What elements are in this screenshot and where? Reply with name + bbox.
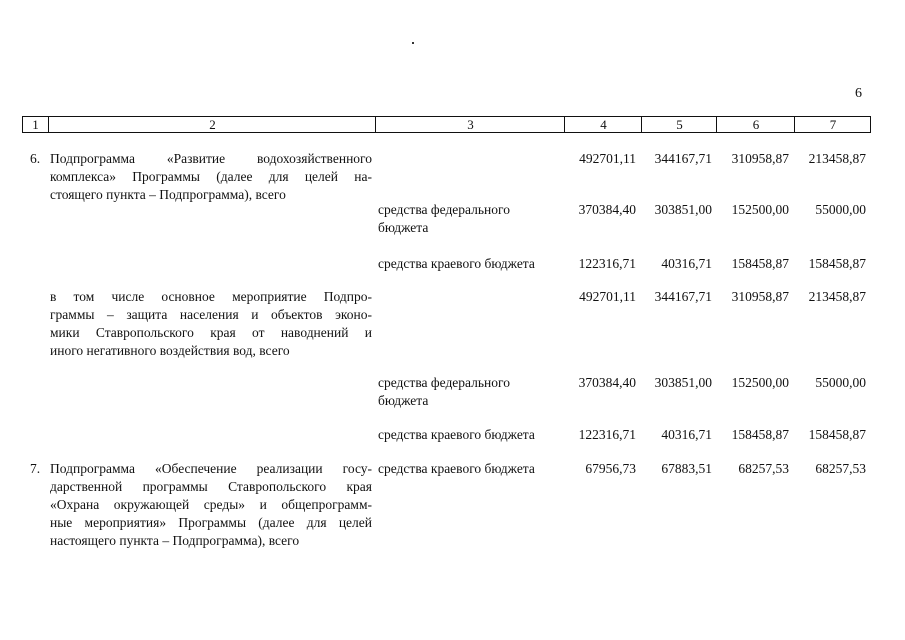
column-header: 6 xyxy=(716,117,795,132)
page-number: 6 xyxy=(855,86,862,101)
row-description-line: Подпрограмма «Обеспечение реализации госу- xyxy=(50,461,372,476)
row-index: 7. xyxy=(30,461,41,476)
funding-value: 68257,53 xyxy=(815,461,866,476)
row-description-line: Подпрограмма «Развитие водохозяйственного xyxy=(50,151,372,166)
funding-value: 152500,00 xyxy=(731,202,789,217)
row-description-line: настоящего пункта – Подпрограмма), всего xyxy=(50,533,300,548)
funding-source-label: средства краевого бюджета xyxy=(378,461,535,476)
funding-value: 158458,87 xyxy=(731,256,789,271)
row-description-line: ные мероприятия» Программы (далее для целей xyxy=(50,515,372,530)
row-description-line: мики Ставропольского края от наводнений и xyxy=(50,325,372,340)
column-header: 4 xyxy=(564,117,642,132)
total-value: 492701,11 xyxy=(579,289,636,304)
row-description-line: граммы – защита населения и объектов эконо- xyxy=(50,307,372,322)
row-description-line: «Охрана окружающей среды» и общепрограмм- xyxy=(50,497,372,512)
funding-value: 152500,00 xyxy=(731,375,789,390)
column-header-row xyxy=(22,116,871,133)
row-description-line: комплекса» Программы (далее для целей на- xyxy=(50,169,372,184)
funding-value: 55000,00 xyxy=(815,375,866,390)
funding-value: 158458,87 xyxy=(731,427,789,442)
row-description-line: дарственной программы Ставропольского края xyxy=(50,479,372,494)
column-header: 2 xyxy=(48,117,376,132)
funding-value: 68257,53 xyxy=(738,461,789,476)
funding-value: 122316,71 xyxy=(578,427,636,442)
funding-value: 370384,40 xyxy=(578,375,636,390)
row-description-line: стоящего пункта – Подпрограмма), всего xyxy=(50,187,286,202)
column-header: 7 xyxy=(794,117,871,132)
row-description-line: иного негативного воздействия вод, всего xyxy=(50,343,290,358)
funding-value: 122316,71 xyxy=(578,256,636,271)
column-header: 5 xyxy=(641,117,717,132)
funding-value: 55000,00 xyxy=(815,202,866,217)
total-value: 310958,87 xyxy=(731,151,789,166)
total-value: 310958,87 xyxy=(731,289,789,304)
total-value: 213458,87 xyxy=(808,289,866,304)
column-header: 1 xyxy=(32,117,39,132)
total-value: 344167,71 xyxy=(654,289,712,304)
row-index: 6. xyxy=(30,151,41,166)
funding-value: 370384,40 xyxy=(578,202,636,217)
funding-value: 303851,00 xyxy=(654,375,712,390)
funding-source-label: средства краевого бюджета xyxy=(378,427,535,442)
funding-value: 303851,00 xyxy=(654,202,712,217)
funding-value: 158458,87 xyxy=(808,256,866,271)
funding-value: 158458,87 xyxy=(808,427,866,442)
total-value: 492701,11 xyxy=(579,151,636,166)
total-value: 213458,87 xyxy=(808,151,866,166)
funding-value: 40316,71 xyxy=(661,427,712,442)
funding-value: 67883,51 xyxy=(661,461,712,476)
funding-source-label: средства краевого бюджета xyxy=(378,256,535,271)
funding-value: 40316,71 xyxy=(661,256,712,271)
total-value: 344167,71 xyxy=(654,151,712,166)
row-description-line: в том числе основное мероприятие Подпро- xyxy=(50,289,372,304)
funding-value: 67956,73 xyxy=(585,461,636,476)
scan-speck xyxy=(412,42,414,44)
column-header: 3 xyxy=(375,117,565,132)
funding-source-label: средства федерального бюджета xyxy=(378,375,510,408)
funding-source-label: средства федерального бюджета xyxy=(378,202,510,235)
